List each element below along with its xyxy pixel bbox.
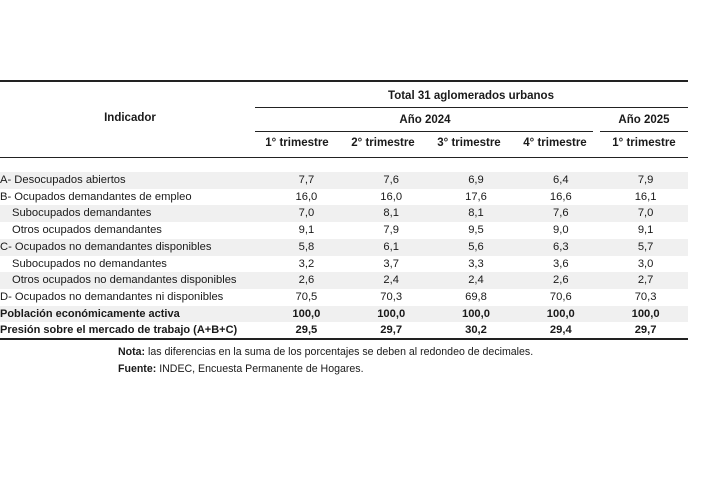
- table-row: [0, 205, 688, 222]
- cell-value: 70,3: [380, 290, 403, 303]
- cell-value: 30,2: [465, 324, 487, 337]
- cell-value: 5,8: [264, 239, 349, 256]
- cell-value: 2,7: [603, 272, 688, 289]
- table-row: [0, 322, 688, 339]
- table-row: [0, 172, 688, 189]
- row-label: Subocupados no demandantes: [12, 257, 167, 270]
- cell-value: 100,0: [349, 306, 434, 323]
- cell-value: 9,0: [553, 224, 569, 237]
- row-label: Otros ocupados no demandantes disponibles: [0, 272, 264, 289]
- cell-value: 5,7: [603, 239, 688, 256]
- table-row: [0, 306, 688, 323]
- cell-value: 100,0: [264, 306, 349, 323]
- data-table: [0, 172, 688, 339]
- cell-value: 6,3: [518, 239, 603, 256]
- cell-value: 3,0: [637, 257, 654, 270]
- cell-value: 100,0: [434, 306, 519, 323]
- row-label: B- Ocupados demandantes de empleo: [0, 190, 192, 203]
- header-quarter: 1° trimestre: [265, 137, 329, 149]
- table-row: [0, 272, 688, 289]
- cell-value: 2,4: [349, 272, 434, 289]
- note-line: [118, 346, 533, 358]
- cell-value: 7,0: [603, 205, 688, 222]
- cell-value: 3,3: [468, 257, 484, 270]
- cell-value: 7,9: [383, 224, 399, 237]
- cell-value: 2,6: [518, 272, 603, 289]
- cell-value: 7,0: [264, 205, 349, 222]
- cell-value: 3,2: [298, 257, 315, 270]
- cell-value: 16,0: [295, 190, 318, 203]
- cell-value: 70,6: [549, 290, 572, 303]
- header-year-2025-rule: [600, 131, 688, 132]
- cell-value: 3,7: [383, 257, 399, 270]
- cell-value: 100,0: [518, 306, 603, 323]
- cell-value: 9,1: [637, 224, 654, 237]
- header-year-2024-rule: [255, 131, 593, 132]
- row-label: A- Desocupados abiertos: [0, 172, 264, 189]
- cell-value: 17,6: [465, 190, 487, 203]
- cell-value: 70,5: [295, 290, 318, 303]
- note-label: Nota:: [118, 346, 146, 358]
- row-label: C- Ocupados no demandantes disponibles: [0, 239, 264, 256]
- cell-value: 16,0: [380, 190, 403, 203]
- cell-value: 29,5: [295, 324, 318, 337]
- header-bottom-rule: [0, 157, 688, 158]
- row-label: Población económicamente activa: [0, 306, 264, 323]
- header-quarter: 2° trimestre: [351, 137, 415, 149]
- cell-value: 2,4: [434, 272, 519, 289]
- header-quarter: 1° trimestre: [612, 137, 676, 149]
- cell-value: 3,6: [553, 257, 569, 270]
- table-row: [0, 239, 688, 256]
- cell-value: 8,1: [349, 205, 434, 222]
- cell-value: 6,1: [349, 239, 434, 256]
- source-text: INDEC, Encuesta Permanente de Hogares.: [156, 363, 364, 375]
- cell-value: 7,6: [518, 205, 603, 222]
- cell-value: 7,7: [264, 172, 349, 189]
- table-row: [0, 222, 688, 239]
- header-year-2024: Año 2024: [399, 114, 451, 126]
- row-label: Subocupados demandantes: [0, 205, 264, 222]
- row-label: Presión sobre el mercado de trabajo (A+B+C): [0, 324, 238, 337]
- header-indicator: Indicador: [104, 112, 156, 124]
- source-label: Fuente:: [118, 363, 157, 375]
- table-row: [0, 189, 688, 206]
- cell-value: 100,0: [603, 306, 688, 323]
- top-rule: [0, 80, 688, 82]
- header-quarter: 4° trimestre: [523, 137, 587, 149]
- row-label: Otros ocupados demandantes: [12, 224, 162, 237]
- cell-value: 5,6: [434, 239, 519, 256]
- cell-value: 69,8: [465, 290, 487, 303]
- cell-value: 6,9: [434, 172, 519, 189]
- cell-value: 70,3: [634, 290, 657, 303]
- cell-value: 8,1: [434, 205, 519, 222]
- cell-value: 2,6: [264, 272, 349, 289]
- cell-value: 29,4: [549, 324, 572, 337]
- source-line: [118, 363, 364, 375]
- cell-value: 16,6: [549, 190, 572, 203]
- header-group: Total 31 aglomerados urbanos: [388, 90, 554, 102]
- note-text: las diferencias en la suma de los porcentajes se deben al redondeo de decimales.: [145, 346, 534, 358]
- table-row: [0, 256, 688, 273]
- table-row: [0, 289, 688, 306]
- cell-value: 7,6: [349, 172, 434, 189]
- header-group-rule: [255, 107, 688, 108]
- row-label: D- Ocupados no demandantes ni disponibles: [0, 290, 224, 303]
- cell-value: 29,7: [380, 324, 403, 337]
- cell-value: 29,7: [634, 324, 657, 337]
- cell-value: 6,4: [518, 172, 603, 189]
- cell-value: 9,1: [298, 224, 315, 237]
- cell-value: 9,5: [468, 224, 484, 237]
- bottom-rule: [0, 338, 688, 340]
- header-quarter: 3° trimestre: [437, 137, 501, 149]
- cell-value: 16,1: [634, 190, 657, 203]
- cell-value: 7,9: [603, 172, 688, 189]
- header-year-2025: Año 2025: [618, 114, 670, 126]
